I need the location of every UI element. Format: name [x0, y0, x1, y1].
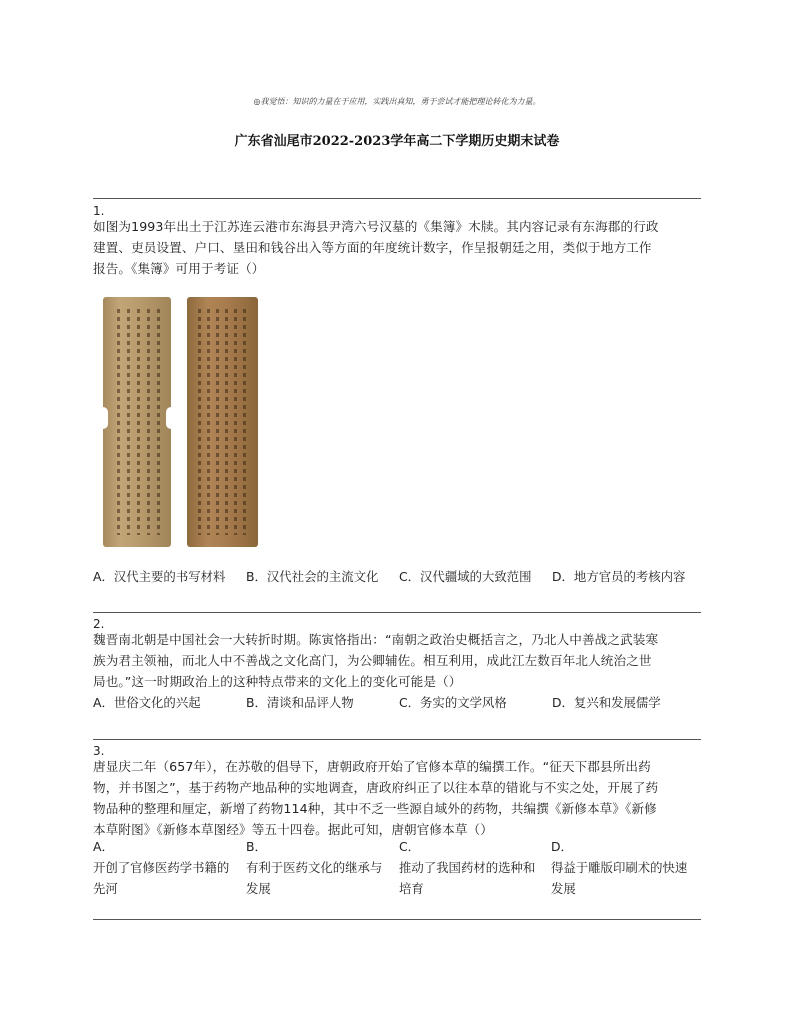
option-a[interactable]: A．汉代主要的书写材料: [93, 569, 226, 584]
stem-line: 建置、吏员设置、户口、垦田和钱谷出入等方面的年度统计数字，作呈报朝廷之用，类似于地方工作: [93, 240, 652, 255]
option-c[interactable]: C．务实的文学风格: [399, 695, 507, 710]
option-a[interactable]: A．世俗文化的兴起: [93, 695, 201, 710]
option-d[interactable]: D．地方官员的考核内容: [552, 569, 686, 584]
stem-line: 物，并书图之”，基于药物产地品种的实地调查，唐政府纠正了以往本草的错讹与不实之处，开展了药: [93, 780, 659, 795]
wooden-slip-image: [187, 297, 258, 547]
option-letter: D．: [551, 839, 573, 854]
option-text: 开创了官修医药学书籍的: [93, 860, 230, 875]
stem-line: 报告。《集簿》可用于考证（）: [93, 261, 265, 276]
option-letter: A．: [93, 839, 114, 854]
option-b[interactable]: B．汉代社会的主流文化: [246, 569, 379, 584]
divider: [93, 198, 701, 199]
stem-line: 族为君主领袖，而北人中不善战之文化高门，为公卿辅佐。相互利用，成此江左数百年北人统治之世: [93, 653, 652, 668]
option-letter: C．: [399, 839, 421, 854]
question-number: 3.: [93, 744, 105, 758]
divider: [93, 612, 701, 613]
option-d[interactable]: D．复兴和发展儒学: [552, 695, 661, 710]
option-text: 发展: [551, 881, 576, 896]
stem-line: 魏晋南北朝是中国社会一大转折时期。陈寅恪指出：“南朝之政治史概括言之，乃北人中善战之武装寒: [93, 632, 659, 647]
option-text: 培育: [399, 881, 424, 896]
option-letter: B．: [246, 839, 267, 854]
question-number: 1.: [93, 204, 105, 218]
option-text: 发展: [246, 881, 271, 896]
question-stem: [93, 756, 701, 840]
page-title: 广东省汕尾市2022-2023学年高二下学期历史期末试卷: [234, 134, 560, 149]
option-text: 先河: [93, 881, 118, 896]
option-text: 推动了我国药材的选种和: [399, 860, 536, 875]
option-c[interactable]: [399, 836, 535, 899]
question-stem: [93, 216, 701, 279]
stem-line: 如图为1993年出土于江苏连云港市东海县尹湾六号汉墓的《集簿》木牍。其内容记录有东海郡的行政: [93, 219, 659, 234]
question-number: 2.: [93, 617, 105, 631]
option-a[interactable]: [93, 836, 229, 899]
stem-line: 局也。”这一时期政治上的这种特点带来的文化上的变化可能是（）: [93, 674, 462, 689]
option-text: 得益于雕版印刷术的快速: [551, 860, 688, 875]
option-b[interactable]: B．清谈和品评人物: [246, 695, 354, 710]
option-d[interactable]: [551, 836, 687, 899]
stem-line: 本草附图》《新修本草图经》等五十四卷。据此可知，唐朝官修本草（）: [93, 822, 493, 837]
option-b[interactable]: [246, 836, 382, 899]
option-text: 有利于医药文化的继承与: [246, 860, 383, 875]
divider: [93, 919, 701, 920]
wooden-slip-image: [103, 297, 171, 547]
option-c[interactable]: C．汉代疆域的大致范围: [399, 569, 532, 584]
motto-line: ◎我觉悟：知识的力量在于应用，实践出真知，勇于尝试才能把理论转化为力量。: [253, 97, 541, 106]
question-stem: [93, 629, 701, 692]
stem-line: 物品种的整理和厘定，新增了药物114种，其中不乏一些源自域外的药物，共编撰《新修本草》《新修: [93, 801, 657, 816]
stem-line: 唐显庆二年（657年），在苏敬的倡导下，唐朝政府开始了官修本草的编撰工作。“征天下郡县所出药: [93, 759, 651, 774]
divider: [93, 739, 701, 740]
